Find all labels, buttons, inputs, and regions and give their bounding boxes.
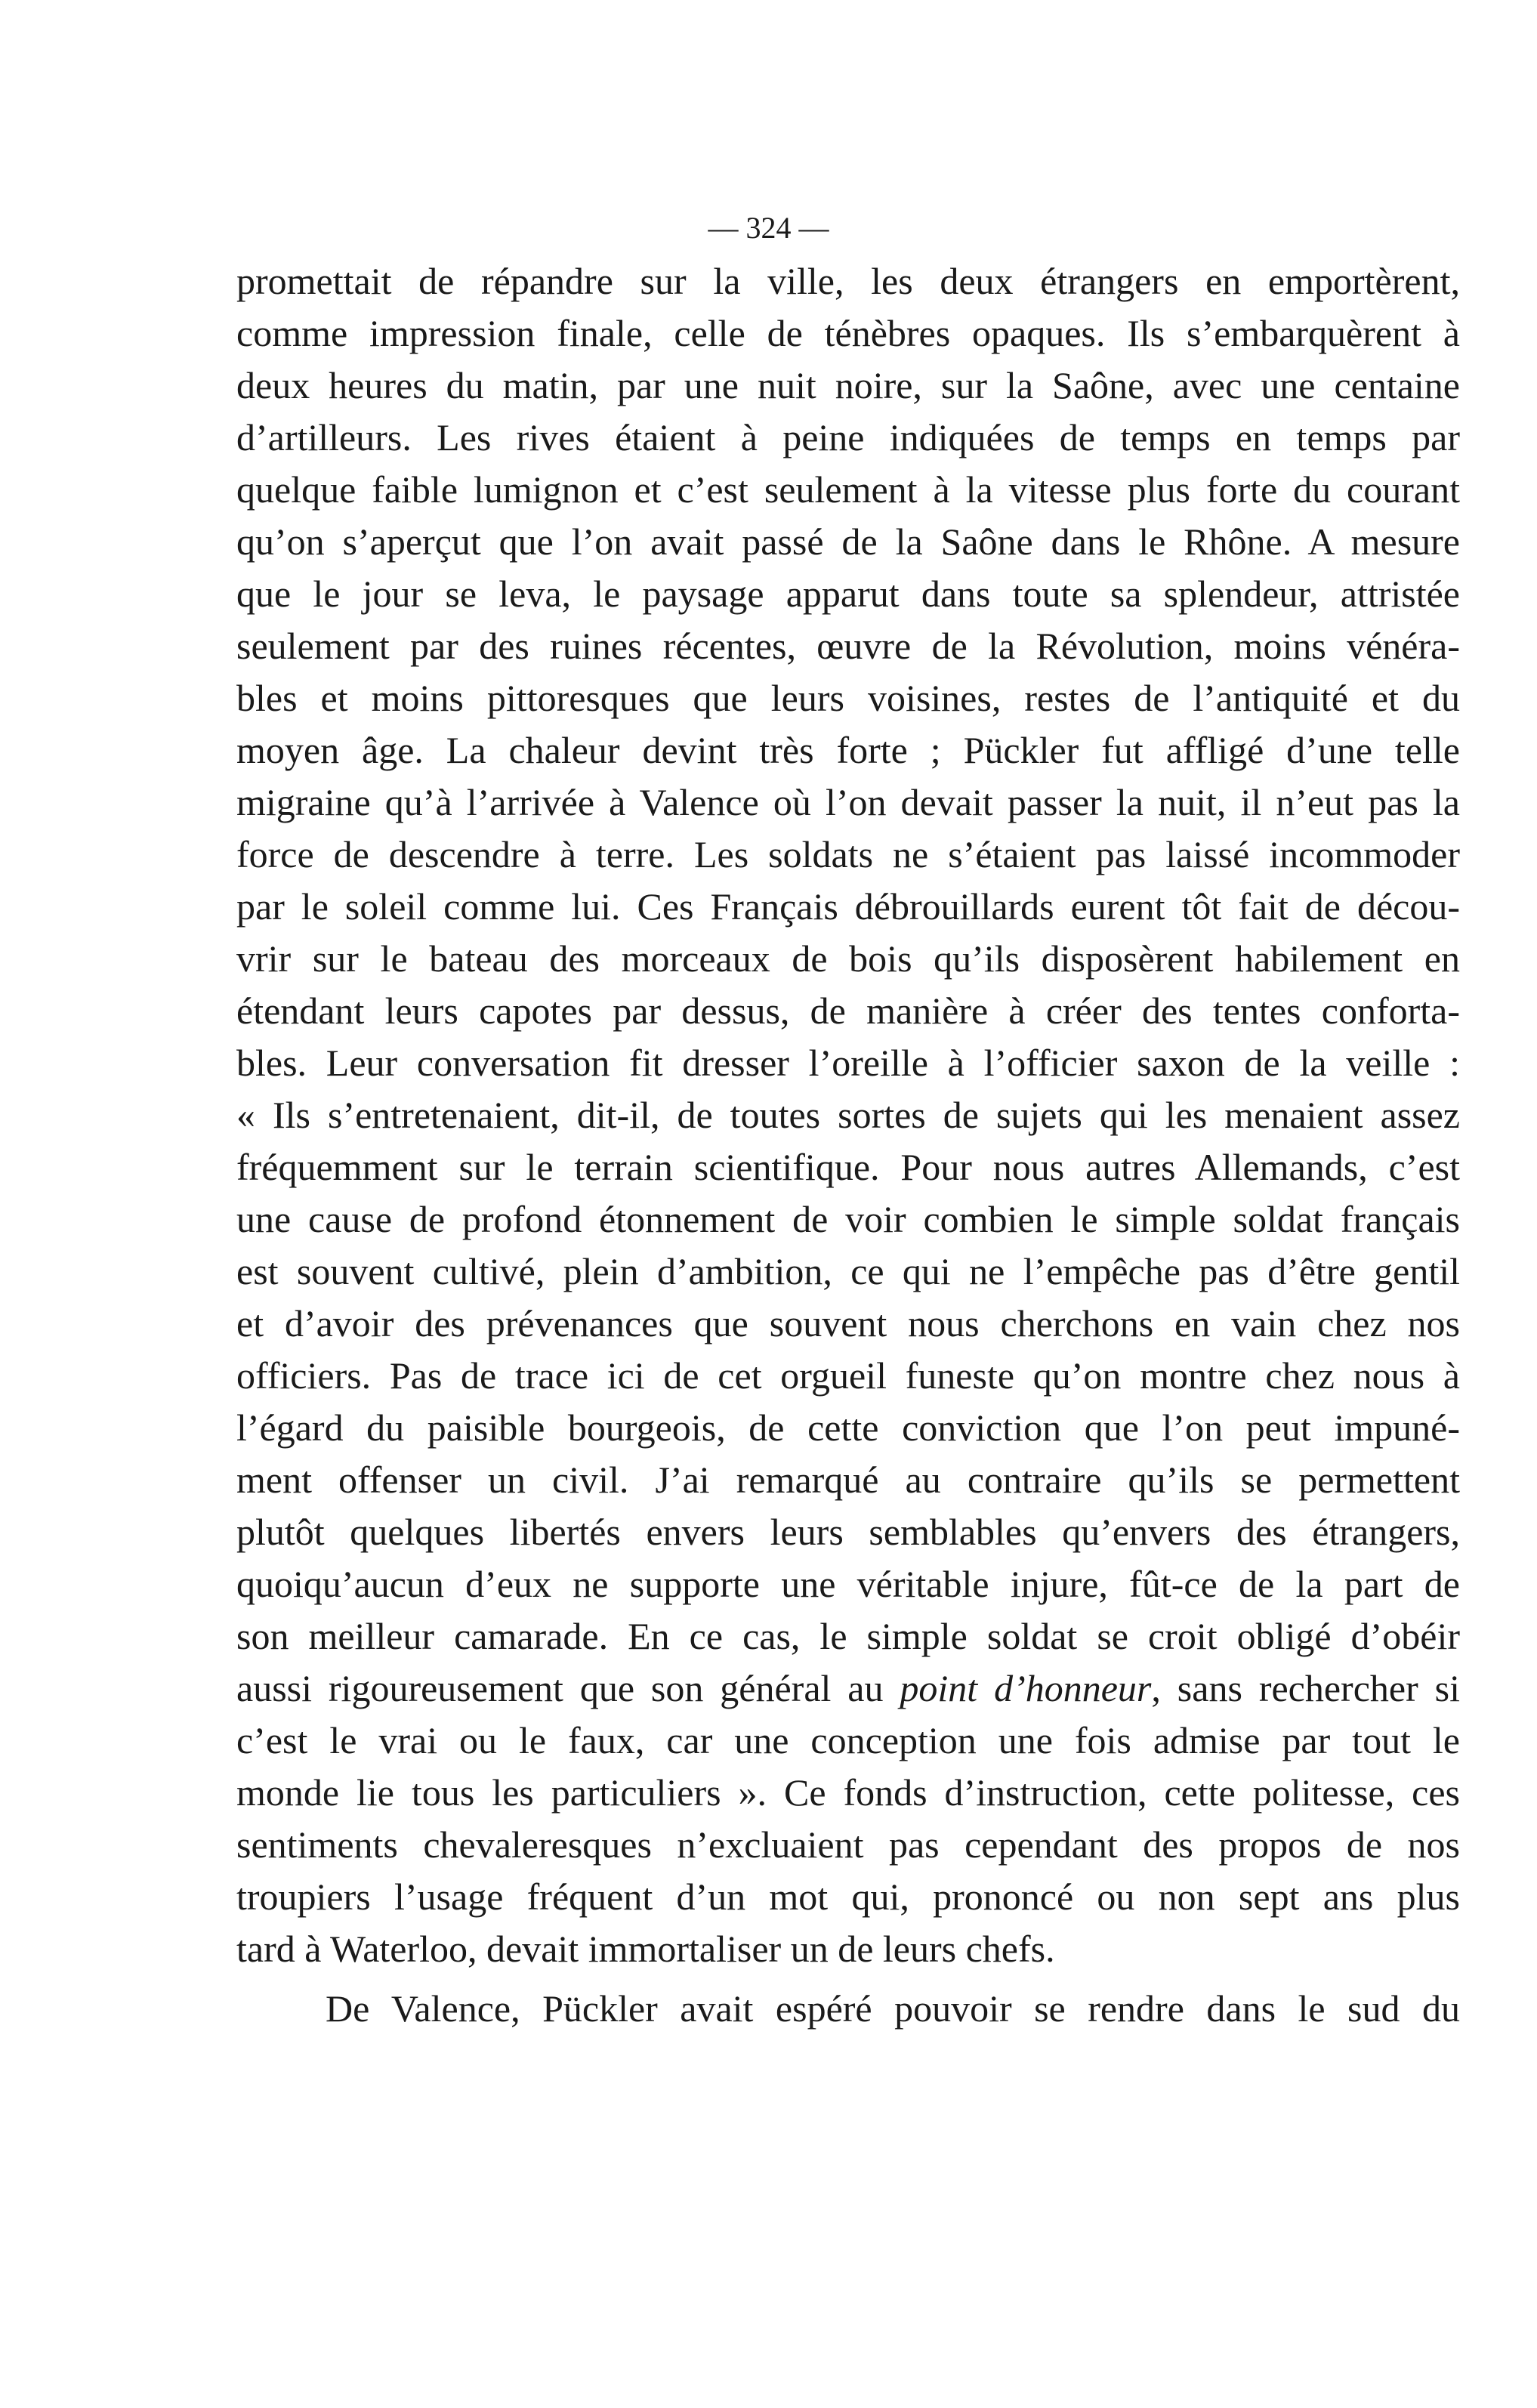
- paragraph-spacer: [236, 1975, 1460, 1983]
- text-line: qu’on s’aperçut que l’on avait passé de la Saône dans le Rhône. A mesure: [236, 520, 1460, 563]
- text-line: bles. Leur conversation fit dresser l’oreille à l’officier saxon de la veille :: [236, 1042, 1460, 1084]
- text-line: promettait de répandre sur la ville, les deux étrangers en emportèrent,: [236, 260, 1460, 302]
- text-line: d’artilleurs. Les rives étaient à peine indiquées de temps en temps par: [236, 416, 1460, 458]
- text-line: troupiers l’usage fréquent d’un mot qui, prononcé ou non sept ans plus: [236, 1875, 1460, 1918]
- text-line: son meilleur camarade. En ce cas, le simple soldat se croit obligé d’obéir: [236, 1615, 1460, 1657]
- text-line: une cause de profond étonnement de voir combien le simple soldat français: [236, 1198, 1460, 1240]
- italic-phrase: point d’honneur: [900, 1667, 1152, 1709]
- text-line: moyen âge. La chaleur devint très forte ; Pückler fut affligé d’une telle: [236, 729, 1460, 771]
- text-line: deux heures du matin, par une nuit noire, sur la Saône, avec une centaine: [236, 364, 1460, 406]
- text-line: plutôt quelques libertés envers leurs semblables qu’envers des étrangers,: [236, 1511, 1460, 1553]
- text-segment: , sans rechercher si: [1151, 1667, 1460, 1709]
- text-line: force de descendre à terre. Les soldats ne s’étaient pas laissé incommoder: [236, 833, 1460, 875]
- text-line: est souvent cultivé, plein d’ambition, ce qui ne l’empêche pas d’être gentil: [236, 1250, 1460, 1292]
- paragraph: [236, 255, 1460, 1975]
- text-line: par le soleil comme lui. Ces Français débrouillards eurent tôt fait de décou-: [236, 885, 1460, 928]
- text-line: et d’avoir des prévenances que souvent nous cherchons en vain chez nos: [236, 1302, 1460, 1344]
- text-line: officiers. Pas de trace ici de cet orgueil funeste qu’on montre chez nous à: [236, 1354, 1460, 1397]
- text-line: comme impression finale, celle de ténèbres opaques. Ils s’embarquèrent à: [236, 312, 1460, 354]
- text-line: quoiqu’aucun d’eux ne supporte une véritable injure, fût-ce de la part de: [236, 1563, 1460, 1605]
- text-line: l’égard du paisible bourgeois, de cette conviction que l’on peut impuné-: [236, 1406, 1460, 1449]
- text-line: « Ils s’entretenaient, dit-il, de toutes sortes de sujets qui les menaient assez: [236, 1094, 1460, 1136]
- text-line: De Valence, Pückler avait espéré pouvoir se rendre dans le sud du: [326, 1987, 1460, 2030]
- text-line-with-italic: [236, 1662, 1460, 1715]
- text-line: seulement par des ruines récentes, œuvre de la Révolution, moins vénéra-: [236, 625, 1460, 667]
- body-text: [236, 255, 1460, 2035]
- text-line: monde lie tous les particuliers ». Ce fonds d’instruction, cette politesse, ces: [236, 1771, 1460, 1814]
- text-line: vrir sur le bateau des morceaux de bois qu’ils disposèrent habilement en: [236, 937, 1460, 980]
- text-segment: aussi rigoureusement que son général au: [236, 1667, 900, 1709]
- text-line: étendant leurs capotes par dessus, de manière à créer des tentes conforta-: [236, 989, 1460, 1032]
- text-line: fréquemment sur le terrain scientifique. Pour nous autres Allemands, c’est: [236, 1146, 1460, 1188]
- paragraph: [236, 1983, 1460, 2035]
- text-line: tard à Waterloo, devait immortaliser un de leurs chefs.: [236, 1928, 1055, 1970]
- text-line: c’est le vrai ou le faux, car une conception une fois admise par tout le: [236, 1719, 1460, 1761]
- text-line: migraine qu’à l’arrivée à Valence où l’on devait passer la nuit, il n’eut pas la: [236, 781, 1460, 823]
- text-line: sentiments chevaleresques n’excluaient pas cependant des propos de nos: [236, 1823, 1460, 1866]
- text-line: quelque faible lumignon et c’est seulement à la vitesse plus forte du courant: [236, 468, 1460, 511]
- page-number: — 324 —: [708, 211, 829, 245]
- text-line: que le jour se leva, le paysage apparut dans toute sa splendeur, attristée: [236, 573, 1460, 615]
- text-line: ment offenser un civil. J’ai remarqué au contraire qu’ils se permettent: [236, 1459, 1460, 1501]
- text-line: bles et moins pittoresques que leurs voisines, restes de l’antiquité et du: [236, 677, 1460, 719]
